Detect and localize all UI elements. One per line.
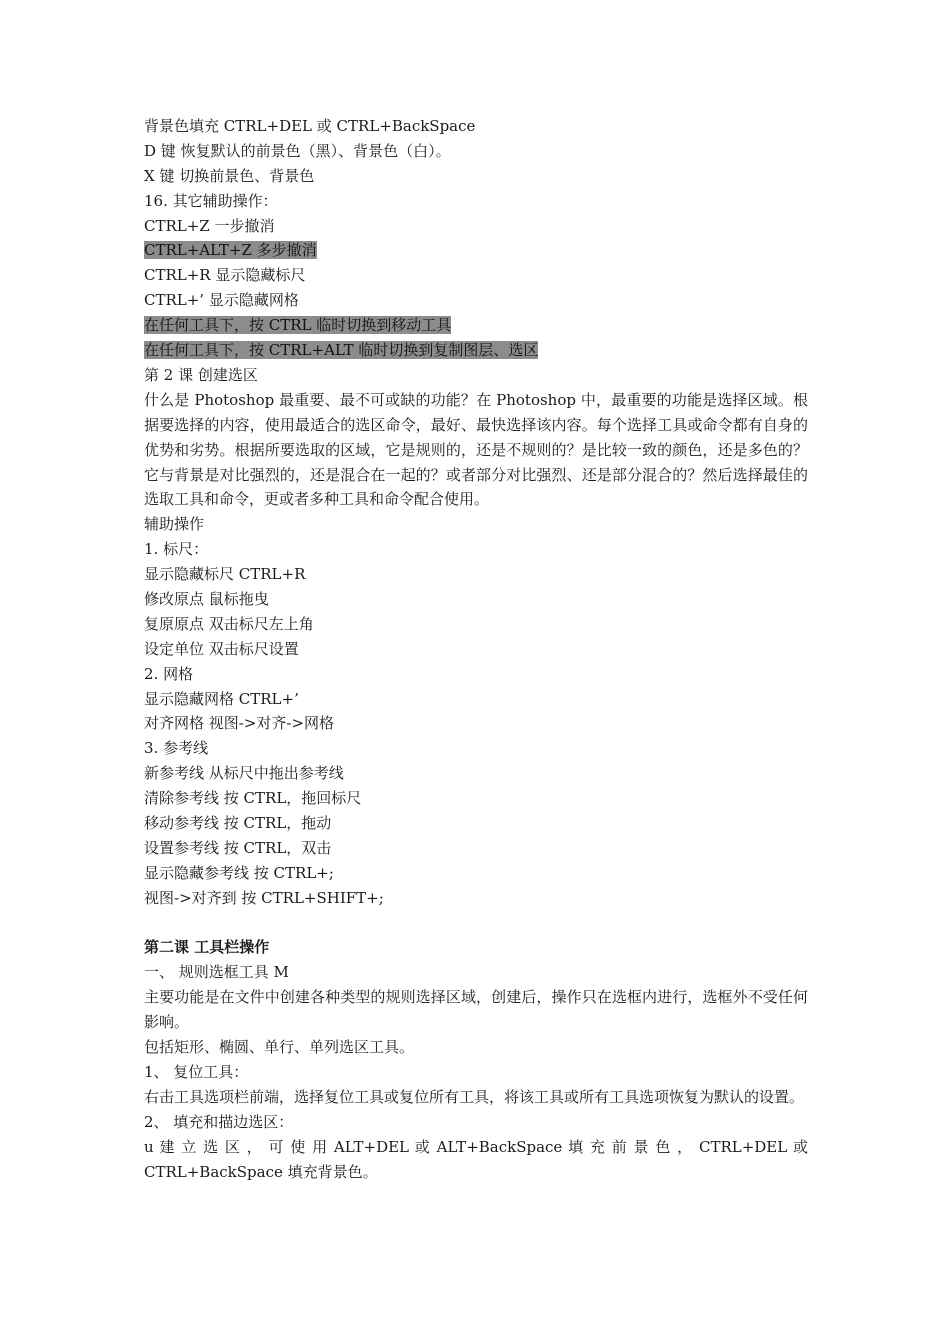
text-line: 显示隐藏参考线 按 CTRL+; xyxy=(144,863,334,882)
list-item: 2、 填充和描边选区： xyxy=(144,1112,294,1131)
highlighted-text: 在任何工具下，按 CTRL+ALT 临时切换到复制图层、选区 xyxy=(144,341,539,360)
paragraph-spaced-line: u 建 立 选 区 ， 可 使 用 ALT+DEL 或 ALT+BackSpace 填 充 前 景 色 ， CTRL+DEL 或 xyxy=(144,1137,808,1156)
document-page xyxy=(144,114,808,1184)
text-line: 16. 其它辅助操作： xyxy=(144,191,278,210)
text-line: 新参考线 从标尺中拖出参考线 xyxy=(144,764,344,783)
text-line: 1. 标尺： xyxy=(144,540,209,559)
text-line: D 键 恢复默认的前景色（黑）、背景色（白）。 xyxy=(144,141,451,160)
text-line: X 键 切换前景色、背景色 xyxy=(144,166,315,185)
text-line: 移动参考线 按 CTRL，拖动 xyxy=(144,814,332,833)
paragraph: 主要功能是在文件中创建各种类型的规则选择区域，创建后，操作只在选框内进行，选框外不受任何影响。 xyxy=(144,988,808,1032)
highlighted-line-wrap xyxy=(144,338,808,363)
list-item: 一、 规则选框工具 M xyxy=(144,963,289,982)
text-line: CTRL+Z 一步撤消 xyxy=(144,216,275,235)
text-line: 视图->对齐到 按 CTRL+SHIFT+; xyxy=(144,888,384,907)
text-line: 背景色填充 CTRL+DEL 或 CTRL+BackSpace xyxy=(144,117,476,135)
text-line: 设置参考线 按 CTRL，双击 xyxy=(144,838,332,857)
highlighted-line-wrap xyxy=(144,313,808,338)
text-line: 清除参考线 按 CTRL，拖回标尺 xyxy=(144,789,362,808)
text-line: 包括矩形、椭圆、单行、单列选区工具。 xyxy=(144,1038,415,1057)
text-line: 显示隐藏网格 CTRL+’ xyxy=(144,689,299,708)
blank-line xyxy=(144,911,808,936)
paragraph: 右击工具选项栏前端，选择复位工具或复位所有工具，将该工具或所有工具选项恢复为默认的设置。 xyxy=(144,1087,805,1106)
text-line: 对齐网格 视图->对齐->网格 xyxy=(144,714,335,733)
section-heading: 第二课 工具栏操作 xyxy=(144,938,270,957)
text-line: CTRL+BackSpace 填充背景色。 xyxy=(144,1162,378,1181)
lesson-paragraph: 什么是 Photoshop 最重要、最不可或缺的功能？在 Photoshop 中，最重要的功能是选择区域。根据要选择的内容，使用最适合的选区命令，最好、最快选择该内容。每个选择工具或命令都有自身的优势和劣势。根据所要选取的区域，它是规则的，还是不规则的？是比较一致的颜色，还是多色的？它与背景是对比强烈的，还是混合在一起的？或者部分对比强烈、还是部分混合的？然后选择最佳的选取工具和命令，更或者多种工具和命令配合使用。 xyxy=(144,390,808,509)
list-item: 1、 复位工具： xyxy=(144,1062,249,1081)
text-line: 修改原点 鼠标拖曳 xyxy=(144,590,269,608)
highlighted-line-wrap xyxy=(144,238,808,263)
highlighted-text: CTRL+ALT+Z 多步撤消 xyxy=(144,241,317,260)
text-line: 设定单位 双击标尺设置 xyxy=(144,639,299,658)
text-line: 辅助操作 xyxy=(144,515,205,534)
text-line: CTRL+’ 显示隐藏网格 xyxy=(144,291,299,310)
lesson-title: 第 2 课 创建选区 xyxy=(144,365,258,384)
text-line: CTRL+R 显示隐藏标尺 xyxy=(144,266,306,285)
text-line: 3. 参考线 xyxy=(144,739,209,758)
text-line: 复原原点 双击标尺左上角 xyxy=(144,614,314,633)
text-line: 显示隐藏标尺 CTRL+R xyxy=(144,565,306,584)
text-line: 2. 网格 xyxy=(144,664,194,683)
highlighted-text: 在任何工具下，按 CTRL 临时切换到移动工具 xyxy=(144,316,452,335)
